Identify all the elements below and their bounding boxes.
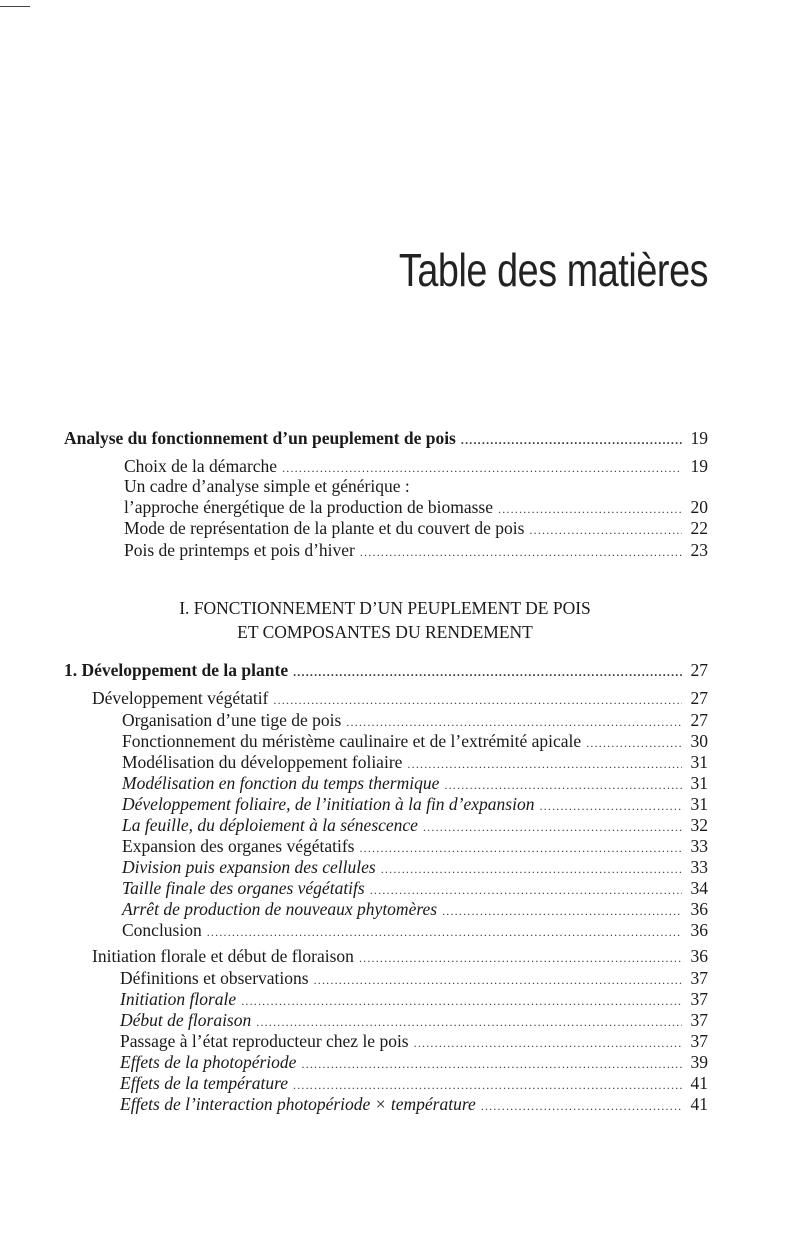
page-title: Table des matières — [398, 243, 708, 296]
toc-page-number: 33 — [690, 857, 708, 877]
toc-label: Développement végétatif — [92, 688, 269, 708]
toc-page-number: 39 — [690, 1052, 708, 1072]
toc-page-number: 36 — [690, 946, 708, 966]
toc-label: Division puis expansion des cellules — [122, 857, 376, 877]
toc-entry-analyse[interactable] — [64, 426, 708, 450]
toc-label: Effets de l’interaction photopériode × température — [120, 1094, 476, 1114]
toc-page-number: 33 — [690, 836, 708, 856]
dot-leader — [293, 660, 682, 684]
toc-page-number: 37 — [690, 1031, 708, 1051]
toc-label: Choix de la démarche — [124, 456, 278, 476]
toc-page-number: 34 — [690, 878, 708, 898]
dot-leader — [207, 920, 682, 944]
dot-leader — [360, 540, 682, 564]
toc-page-number: 31 — [690, 752, 708, 772]
toc-label: Organisation d’une tige de pois — [122, 710, 342, 730]
toc-page-number: 27 — [690, 660, 708, 680]
toc-label: Pois de printemps et pois d’hiver — [124, 540, 355, 560]
toc-label: Modélisation en fonction du temps thermique — [122, 773, 440, 793]
toc-page-number: 23 — [690, 540, 708, 560]
toc-page-number: 36 — [690, 920, 708, 940]
dot-leader — [461, 428, 682, 452]
corner-mark — [0, 6, 30, 7]
toc-page-number: 41 — [690, 1094, 708, 1114]
toc-entry-pois[interactable] — [124, 538, 708, 562]
toc-entry-mode[interactable] — [124, 516, 708, 540]
toc-page-number: 41 — [690, 1073, 708, 1093]
toc-page-number: 27 — [690, 710, 708, 730]
toc-label: Conclusion — [122, 920, 202, 940]
toc-label: Un cadre d’analyse simple et générique : — [124, 476, 410, 496]
toc-entry-initiation-florale[interactable] — [92, 944, 708, 968]
toc-label: La feuille, du déploiement à la sénescence — [122, 815, 418, 835]
toc-label: Développement foliaire, de l’initiation à la fin d’expansion — [122, 794, 535, 814]
toc-label: Fonctionnement du méristème caulinaire et de l’extrémité apicale — [122, 731, 582, 751]
toc-entry-dev-vegetatif[interactable] — [92, 686, 708, 710]
toc-page-number: 30 — [690, 731, 708, 751]
toc-label: Mode de représentation de la plante et du couvert de pois — [124, 518, 525, 538]
toc-label: Modélisation du développement foliaire — [122, 752, 403, 772]
toc-entry-conclusion[interactable] — [122, 918, 708, 942]
toc-label: Effets de la photopériode — [120, 1052, 297, 1072]
part-heading-line2: ET COMPOSANTES DU RENDEMENT — [237, 622, 533, 642]
toc-page-number: 22 — [690, 518, 708, 538]
toc-label: Effets de la température — [120, 1073, 288, 1093]
toc-label: Initiation florale — [120, 989, 237, 1009]
toc-page-number: 31 — [690, 794, 708, 814]
toc-page-number: 31 — [690, 773, 708, 793]
toc-page-number: 27 — [690, 688, 708, 708]
toc-page-number: 19 — [690, 428, 708, 448]
toc-page-number: 37 — [690, 968, 708, 988]
part-heading-line1: I. FONCTIONNEMENT D’UN PEUPLEMENT DE POIS — [179, 598, 591, 618]
toc-page-number: 36 — [690, 899, 708, 919]
dot-leader — [481, 1094, 682, 1118]
toc-page-number: 20 — [690, 497, 708, 517]
toc-label: Arrêt de production de nouveaux phytomères — [122, 899, 438, 919]
toc-label: Taille finale des organes végétatifs — [122, 878, 365, 898]
toc-label: 1. Développement de la plante — [64, 660, 289, 680]
toc-page-number: 19 — [690, 456, 708, 476]
toc-page-number: 32 — [690, 815, 708, 835]
toc-page-number: 37 — [690, 1010, 708, 1030]
toc-entry-chapter-1[interactable] — [64, 658, 708, 682]
toc-label: Début de floraison — [120, 1010, 252, 1030]
toc-label: Passage à l’état reproducteur chez le pois — [120, 1031, 409, 1051]
toc-label: Initiation florale et début de floraison — [92, 946, 354, 966]
toc-entry-interaction[interactable] — [120, 1092, 708, 1116]
toc-label: Expansion des organes végétatifs — [122, 836, 355, 856]
part-heading — [100, 596, 670, 644]
toc-label: l’approche énergétique de la production de biomasse — [124, 497, 493, 517]
toc-page-number: 37 — [690, 989, 708, 1009]
toc-label: Analyse du fonctionnement d’un peuplement de pois — [64, 428, 456, 448]
toc-label: Définitions et observations — [120, 968, 309, 988]
